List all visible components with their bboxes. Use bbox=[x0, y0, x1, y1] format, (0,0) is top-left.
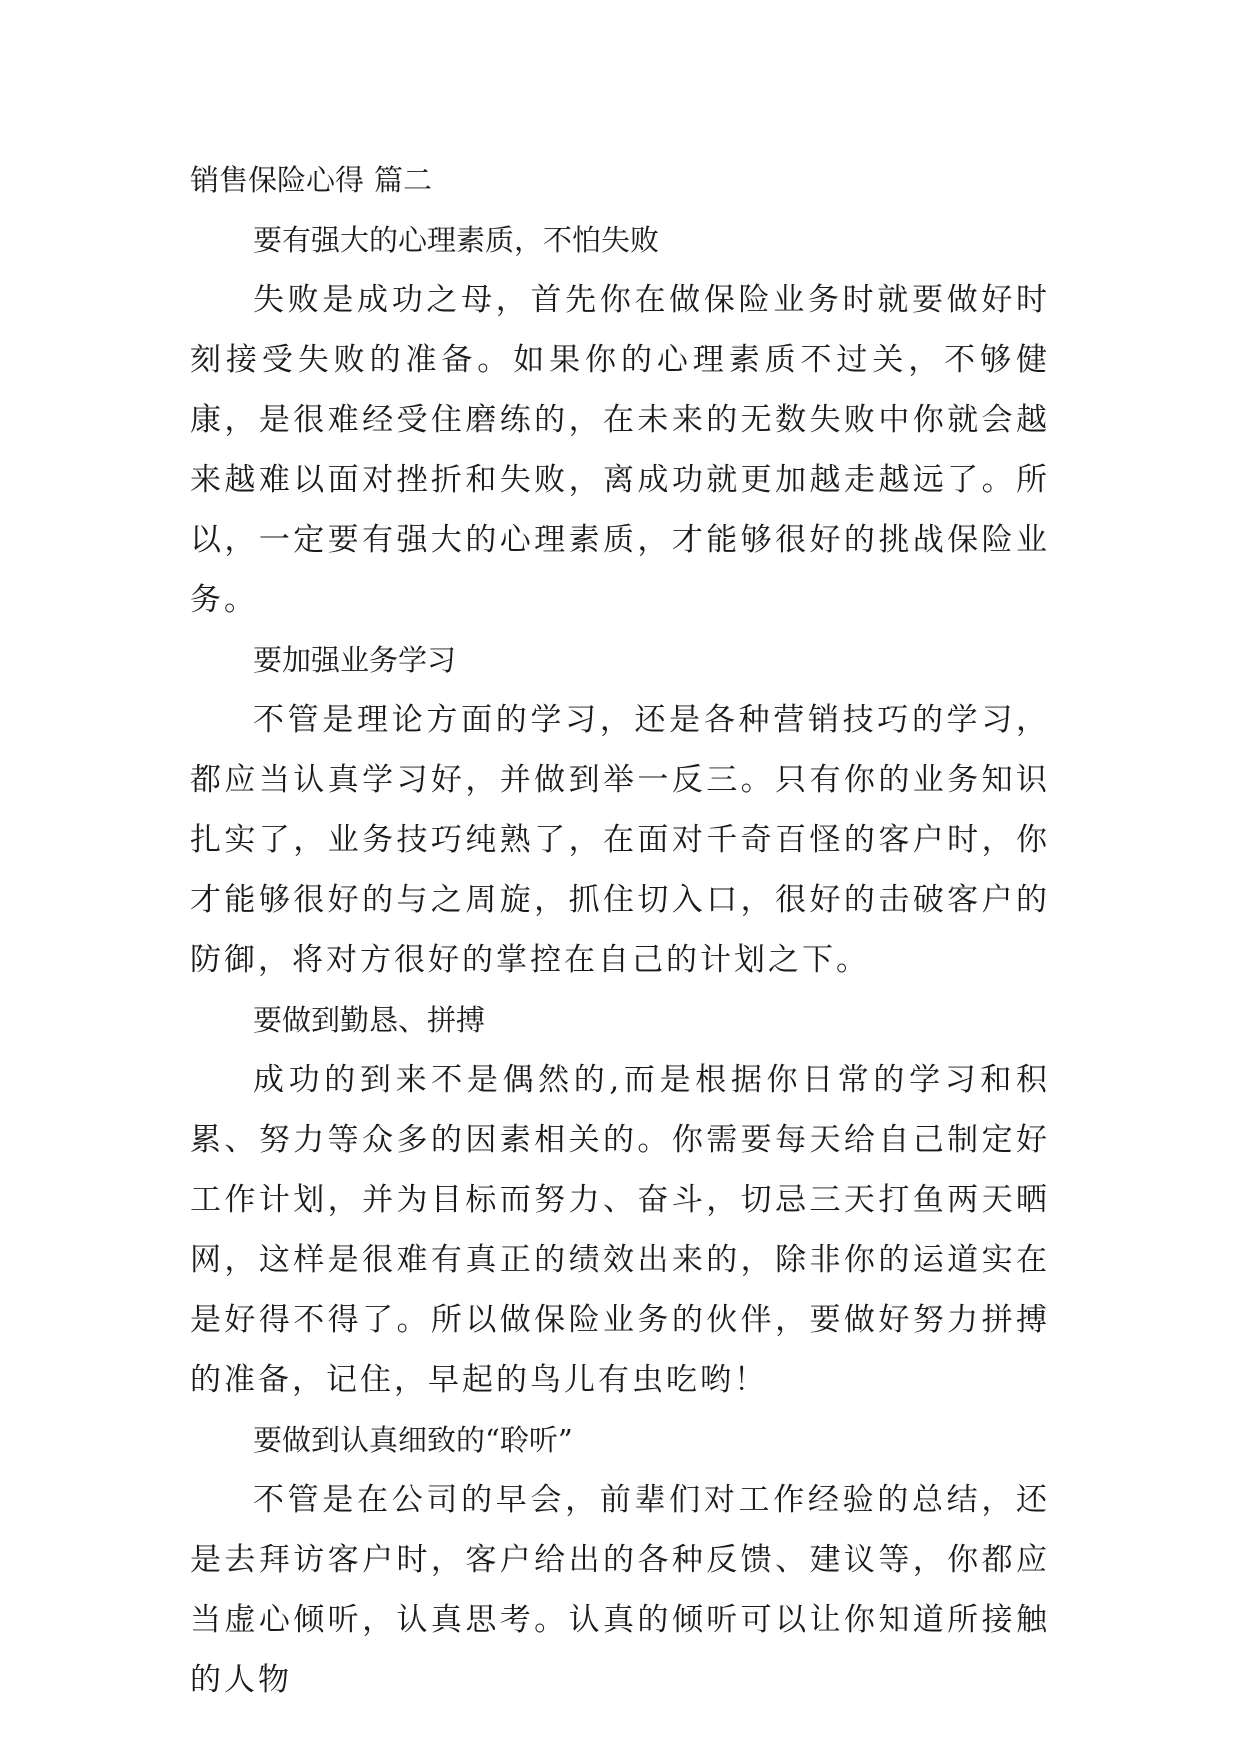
section-2 bbox=[190, 630, 1050, 990]
section-paragraph: 不管是在公司的早会，前辈们对工作经验的总结，还是去拜访客户时，客户给出的各种反馈、建议等，你都应当虚心倾听，认真思考。认真的倾听可以让你知道所接触的人物 bbox=[190, 1482, 1050, 1698]
section-heading: 要做到认真细致的“聆听” bbox=[253, 1423, 573, 1457]
section-heading: 要有强大的心理素质，不怕失败 bbox=[253, 223, 660, 257]
section-paragraph: 成功的到来不是偶然的,而是根据你日常的学习和积累、努力等众多的因素相关的。你需要每天给自己制定好工作计划，并为目标而努力、奋斗，切忌三天打鱼两天晒网，这样是很难有真正的绩效出来的，除非你的运道实在是好得不得了。所以做保险业务的伙伴，要做好努力拼搏的准备，记住，早起的鸟儿有虫吃哟！ bbox=[190, 1062, 1050, 1398]
section-paragraph: 失败是成功之母，首先你在做保险业务时就要做好时刻接受失败的准备。如果你的心理素质不过关，不够健康，是很难经受住磨练的，在未来的无数失败中你就会越来越难以面对挫折和失败，离成功就更加越走越远了。所以，一定要有强大的心理素质，才能够很好的挑战保险业务。 bbox=[190, 282, 1050, 618]
document-content bbox=[190, 150, 1050, 1710]
document-title bbox=[190, 150, 1050, 210]
document-title-part: 篇二 bbox=[374, 163, 433, 197]
section-heading: 要加强业务学习 bbox=[253, 643, 457, 677]
section-4 bbox=[190, 1410, 1050, 1710]
section-1 bbox=[190, 210, 1050, 630]
section-heading: 要做到勤恳、拼搏 bbox=[253, 1003, 486, 1037]
document-title-text: 销售保险心得 bbox=[190, 163, 365, 197]
section-3 bbox=[190, 990, 1050, 1410]
section-paragraph: 不管是理论方面的学习，还是各种营销技巧的学习，都应当认真学习好，并做到举一反三。只有你的业务知识扎实了，业务技巧纯熟了，在面对千奇百怪的客户时，你才能够很好的与之周旋，抓住切入口，很好的击破客户的防御，将对方很好的掌控在自己的计划之下。 bbox=[190, 702, 1050, 978]
